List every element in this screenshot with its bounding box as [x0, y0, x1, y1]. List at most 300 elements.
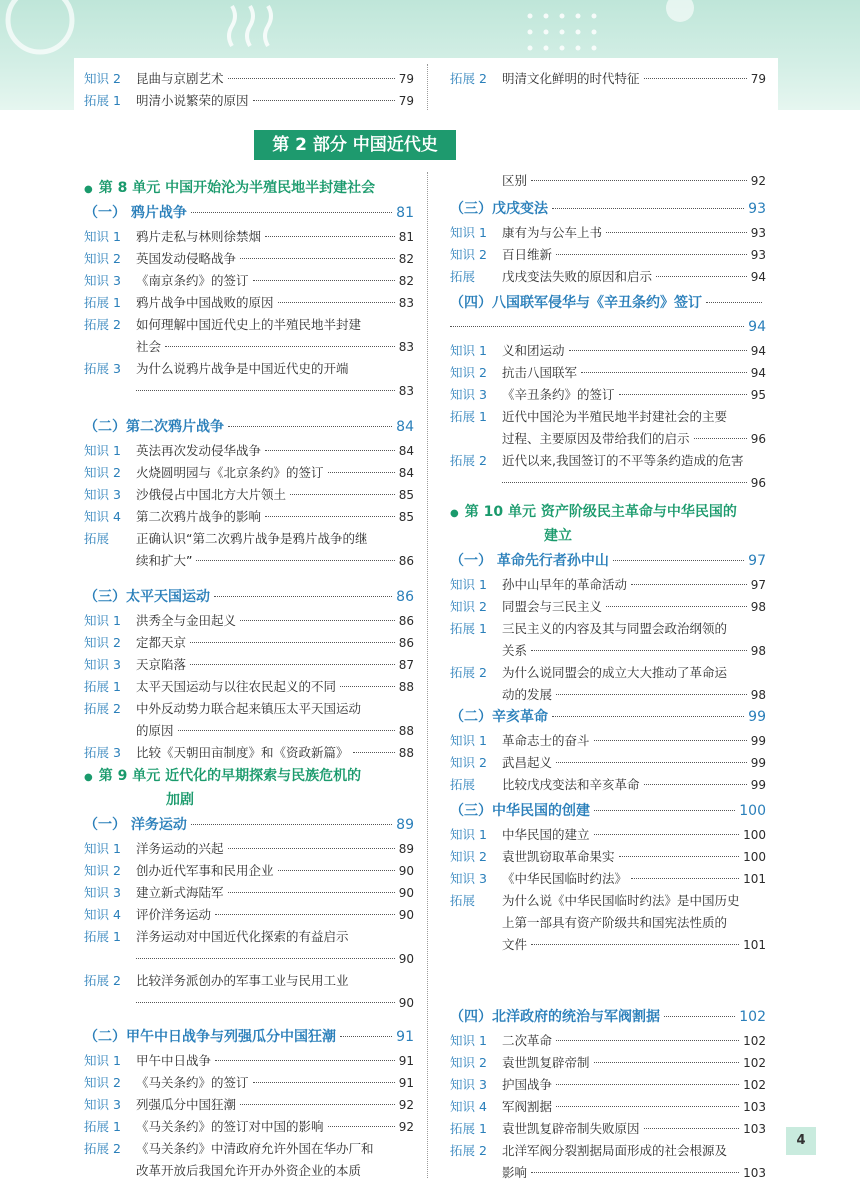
- row-text: 英国发动侵略战争: [136, 251, 237, 266]
- leader-dots: [136, 390, 395, 391]
- section-heading[interactable]: [450, 800, 766, 822]
- section-heading[interactable]: [450, 706, 766, 728]
- toc-row-cont[interactable]: [450, 934, 766, 956]
- row-tag: 知识 2: [84, 465, 121, 480]
- leader-dots: [265, 450, 395, 451]
- toc-row[interactable]: [450, 752, 766, 774]
- row-text: 为什么说同盟会的成立大大推动了革命运: [502, 665, 728, 680]
- toc-row[interactable]: [450, 868, 766, 890]
- leader-dots: [644, 78, 747, 79]
- row-page: 96: [750, 432, 766, 446]
- section-title: （一） 鸦片战争: [84, 205, 187, 221]
- toc-row-cont[interactable]: [84, 720, 414, 742]
- row-page: 102: [743, 1034, 766, 1048]
- section-heading[interactable]: [450, 550, 766, 572]
- toc-row[interactable]: [450, 222, 766, 244]
- row-page: 97: [750, 578, 766, 592]
- row-tag: 知识 3: [84, 657, 121, 672]
- row-text: 沙俄侵占中国北方大片领土: [136, 487, 287, 502]
- row-text: 抗击八国联军: [502, 365, 578, 380]
- toc-row[interactable]: [450, 774, 766, 796]
- row-page: 88: [398, 746, 414, 760]
- toc-row[interactable]: [450, 574, 766, 596]
- row-page: 102: [743, 1078, 766, 1092]
- row-page: 95: [750, 388, 766, 402]
- toc-row[interactable]: [84, 904, 414, 926]
- row-text: 护国战争: [502, 1077, 553, 1092]
- toc-row[interactable]: [84, 358, 414, 380]
- leader-dots: [556, 1040, 739, 1041]
- row-text: 革命志士的奋斗: [502, 733, 590, 748]
- row-text: 为什么说《中华民国临时约法》是中国历史: [502, 893, 740, 908]
- row-text: 武昌起义: [502, 755, 553, 770]
- unit-heading-cont: [84, 788, 414, 812]
- leader-dots: [556, 762, 747, 763]
- row-page: 85: [398, 488, 414, 502]
- leader-dots: [694, 438, 747, 439]
- row-text: 太平天国运动与以往农民起义的不同: [136, 679, 337, 694]
- row-page: 99: [750, 756, 766, 770]
- row-tag: 知识 2: [450, 247, 487, 262]
- row-tag: 拓展 3: [84, 745, 121, 760]
- section-page: 81: [396, 205, 414, 221]
- leader-dots: [278, 302, 395, 303]
- row-text: 改革开放后我国允许开办外资企业的本质: [136, 1163, 362, 1178]
- unit-bullet-icon: ●: [84, 184, 93, 195]
- toc-row[interactable]: [450, 618, 766, 640]
- toc-row[interactable]: [84, 882, 414, 904]
- toc-row[interactable]: [84, 226, 414, 248]
- toc-row[interactable]: [84, 654, 414, 676]
- row-text: 百日维新: [502, 247, 553, 262]
- row-tag: 拓展 1: [450, 409, 487, 424]
- leader-dots: [265, 236, 395, 237]
- row-tag: 知识 1: [450, 1033, 487, 1048]
- unit-bullet-icon: ●: [84, 772, 93, 783]
- row-page: 91: [398, 1076, 414, 1090]
- section-heading[interactable]: [450, 292, 766, 314]
- row-text: 袁世凯复辟帝制: [502, 1055, 590, 1070]
- leader-dots: [644, 1128, 740, 1129]
- row-tag: 知识 3: [450, 387, 487, 402]
- toc-row-cont[interactable]: [84, 336, 414, 358]
- row-page: 94: [750, 270, 766, 284]
- row-tag: 拓展 2: [84, 973, 121, 988]
- row-text: 康有为与公车上书: [502, 225, 603, 240]
- section-title: （四）北洋政府的统治与军阀割据: [450, 1009, 660, 1025]
- leader-dots: [240, 620, 395, 621]
- row-text: 明清小说繁荣的原因: [136, 93, 249, 108]
- toc-row[interactable]: [450, 68, 766, 90]
- row-tag: 知识 2: [84, 251, 121, 266]
- section-heading[interactable]: [84, 1026, 414, 1048]
- toc-row[interactable]: [450, 1030, 766, 1052]
- row-tag: 拓展 1: [84, 295, 121, 310]
- leader-dots: [253, 280, 395, 281]
- section-page: 93: [748, 201, 766, 217]
- row-text: 如何理解中国近代史上的半殖民地半封建: [136, 317, 362, 332]
- leader-dots: [606, 606, 747, 607]
- row-text: 创办近代军事和民用企业: [136, 863, 274, 878]
- row-tag: 拓展 2: [84, 1141, 121, 1156]
- unit-title-cont: 加剧: [166, 792, 194, 808]
- row-tag: 知识 1: [450, 733, 487, 748]
- section-title: （三）太平天国运动: [84, 589, 210, 605]
- section-page: 102: [739, 1009, 766, 1025]
- leader-dots: [196, 560, 394, 561]
- row-page: 88: [398, 680, 414, 694]
- row-tag: 拓展 3: [84, 361, 121, 376]
- leader-dots: [253, 1082, 395, 1083]
- top-right-col: [450, 68, 766, 92]
- toc-row[interactable]: [450, 1096, 766, 1118]
- leader-dots: [240, 258, 395, 259]
- row-text: 比较戊戌变法和辛亥革命: [502, 777, 640, 792]
- toc-row-cont[interactable]: [84, 948, 414, 970]
- leader-dots: [594, 1062, 740, 1063]
- row-text: 二次革命: [502, 1033, 553, 1048]
- row-page: 89: [398, 842, 414, 856]
- column-divider: [427, 172, 428, 1178]
- toc-row[interactable]: [84, 1072, 414, 1094]
- row-text: 洋务运动的兴起: [136, 841, 224, 856]
- row-text: 第二次鸦片战争的影响: [136, 509, 262, 524]
- toc-row[interactable]: [84, 506, 414, 528]
- row-text: 区别: [502, 173, 528, 188]
- toc-row[interactable]: [450, 244, 766, 266]
- row-page: 92: [750, 174, 766, 188]
- row-text: 《中华民国临时约法》: [502, 871, 628, 886]
- leader-dots: [228, 426, 392, 427]
- row-text: 孙中山早年的革命活动: [502, 577, 628, 592]
- toc-row[interactable]: [450, 890, 766, 912]
- unit-title-cont: 建立: [544, 528, 572, 544]
- left-column: [84, 176, 414, 1176]
- leader-dots: [240, 1104, 395, 1105]
- row-tag: 拓展: [450, 893, 476, 908]
- row-tag: 知识 4: [84, 509, 121, 524]
- leader-dots: [531, 650, 747, 651]
- row-text: 明清文化鲜明的时代特征: [502, 71, 640, 86]
- toc-row[interactable]: [84, 90, 414, 112]
- row-text: 火烧圆明园与《北京条约》的签订: [136, 465, 324, 480]
- toc-row[interactable]: [84, 610, 414, 632]
- leader-dots: [190, 664, 395, 665]
- unit-heading: [84, 176, 414, 200]
- row-tag: 拓展 2: [84, 317, 121, 332]
- section-title: （二）甲午中日战争与列强瓜分中国狂潮: [84, 1029, 336, 1045]
- row-text: 洋务运动对中国近代化探索的有益启示: [136, 929, 349, 944]
- row-text: 鸦片战争中国战败的原因: [136, 295, 274, 310]
- leader-dots: [552, 208, 744, 209]
- leader-dots: [191, 212, 392, 213]
- row-page: 79: [398, 94, 414, 108]
- row-page: 103: [743, 1100, 766, 1114]
- row-text: 影响: [502, 1165, 528, 1180]
- toc-row[interactable]: [84, 926, 414, 948]
- leader-dots: [165, 346, 395, 347]
- toc-row[interactable]: [84, 292, 414, 314]
- leader-dots: [664, 1016, 735, 1017]
- row-page: 79: [398, 72, 414, 86]
- leader-dots: [215, 1060, 395, 1061]
- leader-dots: [531, 180, 747, 181]
- row-tag: 拓展 1: [84, 93, 121, 108]
- row-text: 三民主义的内容及其与同盟会政治纲领的: [502, 621, 728, 636]
- row-tag: 知识 1: [450, 343, 487, 358]
- row-tag: 拓展 1: [450, 1121, 487, 1136]
- row-page: 79: [750, 72, 766, 86]
- toc-row[interactable]: [450, 406, 766, 428]
- section-page: 99: [748, 709, 766, 725]
- row-text: 为什么说鸦片战争是中国近代史的开端: [136, 361, 349, 376]
- leader-dots: [290, 494, 395, 495]
- toc-row[interactable]: [450, 450, 766, 472]
- leader-dots: [215, 914, 395, 915]
- row-tag: 知识 1: [84, 841, 121, 856]
- toc-row[interactable]: [84, 1138, 414, 1160]
- toc-row[interactable]: [450, 266, 766, 288]
- row-page: 83: [398, 296, 414, 310]
- row-page: 90: [398, 864, 414, 878]
- toc-row[interactable]: [84, 528, 414, 550]
- row-text: 同盟会与三民主义: [502, 599, 603, 614]
- row-text: 近代中国沦为半殖民地半封建社会的主要: [502, 409, 728, 424]
- toc-row-cont[interactable]: [84, 380, 414, 402]
- row-tag: 拓展: [450, 269, 476, 284]
- row-page: 83: [398, 384, 414, 398]
- section-page: 100: [739, 803, 766, 819]
- toc-row-cont[interactable]: [450, 1162, 766, 1184]
- toc-row[interactable]: [84, 1116, 414, 1138]
- leader-dots: [556, 254, 747, 255]
- toc-row[interactable]: [84, 698, 414, 720]
- leader-dots: [594, 810, 735, 811]
- toc-row[interactable]: [84, 484, 414, 506]
- toc-row-cont[interactable]: [84, 1160, 414, 1182]
- row-tag: 知识 3: [450, 1077, 487, 1092]
- row-tag: 知识 2: [450, 599, 487, 614]
- row-tag: 知识 1: [450, 577, 487, 592]
- unit-heading: [84, 764, 414, 788]
- row-page: 96: [750, 476, 766, 490]
- toc-row[interactable]: [450, 340, 766, 362]
- toc-row[interactable]: [84, 1050, 414, 1072]
- row-tag: 知识 3: [450, 871, 487, 886]
- row-tag: 拓展 2: [450, 665, 487, 680]
- row-page: 86: [398, 614, 414, 628]
- row-tag: 拓展 2: [450, 71, 487, 86]
- section-heading[interactable]: [84, 586, 414, 608]
- row-page: 99: [750, 778, 766, 792]
- row-page: 84: [398, 444, 414, 458]
- row-tag: 拓展 1: [84, 929, 121, 944]
- toc-row[interactable]: [84, 314, 414, 336]
- row-page: 101: [743, 938, 766, 952]
- toc-row[interactable]: [84, 970, 414, 992]
- row-page: 81: [398, 230, 414, 244]
- leader-dots: [328, 1126, 395, 1127]
- leader-dots: [569, 350, 747, 351]
- row-page: 85: [398, 510, 414, 524]
- row-tag: 知识 4: [450, 1099, 487, 1114]
- right-column: [450, 170, 766, 1180]
- toc-sheet: [74, 58, 778, 1186]
- row-page: 83: [398, 340, 414, 354]
- toc-row[interactable]: [84, 676, 414, 698]
- row-page: 90: [398, 996, 414, 1010]
- toc-row[interactable]: [84, 1094, 414, 1116]
- toc-row[interactable]: [84, 632, 414, 654]
- toc-row-cont[interactable]: [450, 912, 766, 934]
- column-divider-top: [427, 64, 428, 110]
- page-number: 4: [786, 1127, 816, 1155]
- toc-row[interactable]: [450, 596, 766, 618]
- row-text: 近代以来,我国签订的不平等条约造成的危害: [502, 453, 744, 468]
- row-text: 比较洋务派创办的军事工业与民用工业: [136, 973, 349, 988]
- row-text: 洪秀全与金田起义: [136, 613, 237, 628]
- toc-row-cont[interactable]: [84, 550, 414, 572]
- toc-row[interactable]: [84, 440, 414, 462]
- leader-dots: [619, 394, 747, 395]
- row-tag: 拓展: [450, 777, 476, 792]
- row-tag: 拓展 1: [450, 621, 487, 636]
- row-tag: 知识 1: [450, 827, 487, 842]
- row-text: 续和扩大”: [136, 553, 193, 568]
- toc-row-cont[interactable]: [450, 428, 766, 450]
- section-heading[interactable]: [450, 198, 766, 220]
- toc-row[interactable]: [450, 1074, 766, 1096]
- toc-row[interactable]: [450, 362, 766, 384]
- row-text: 社会: [136, 339, 162, 354]
- leader-dots: [190, 642, 395, 643]
- row-page: 90: [398, 908, 414, 922]
- toc-row-cont[interactable]: [450, 640, 766, 662]
- row-page: 98: [750, 688, 766, 702]
- row-tag: 知识 2: [84, 863, 121, 878]
- row-page: 98: [750, 600, 766, 614]
- section-title: （四）八国联军侵华与《辛丑条约》签订: [450, 295, 702, 311]
- leader-dots: [214, 596, 392, 597]
- section-title: （一） 革命先行者孙中山: [450, 553, 609, 569]
- row-page: 91: [398, 1054, 414, 1068]
- section-page: 91: [396, 1029, 414, 1045]
- leader-dots: [552, 716, 744, 717]
- section-heading[interactable]: [84, 814, 414, 836]
- row-page: 102: [743, 1056, 766, 1070]
- row-text: 《马关条约》中清政府允许外国在华办厂和: [136, 1141, 374, 1156]
- row-text: 《马关条约》的签订: [136, 1075, 249, 1090]
- row-page: 82: [398, 252, 414, 266]
- row-text: 中外反动势力联合起来镇压太平天国运动: [136, 701, 362, 716]
- toc-row[interactable]: [84, 838, 414, 860]
- section-heading[interactable]: [84, 202, 414, 224]
- section-page: 84: [396, 419, 414, 435]
- leader-dots: [265, 516, 395, 517]
- leader-dots: [191, 824, 392, 825]
- toc-row[interactable]: [450, 384, 766, 406]
- row-tag: 拓展 2: [84, 701, 121, 716]
- row-page: 93: [750, 248, 766, 262]
- row-tag: 知识 2: [450, 365, 487, 380]
- row-text: 建立新式海陆军: [136, 885, 224, 900]
- row-tag: 知识 2: [84, 635, 121, 650]
- toc-row[interactable]: [450, 824, 766, 846]
- toc-row[interactable]: [450, 662, 766, 684]
- row-tag: 知识 1: [84, 613, 121, 628]
- row-tag: 知识 2: [84, 1075, 121, 1090]
- toc-row[interactable]: [450, 730, 766, 752]
- row-page: 100: [743, 828, 766, 842]
- toc-row[interactable]: [450, 1140, 766, 1162]
- section-title: （三）中华民国的创建: [450, 803, 590, 819]
- toc-row[interactable]: [84, 270, 414, 292]
- row-text: 甲午中日战争: [136, 1053, 212, 1068]
- row-page: 87: [398, 658, 414, 672]
- row-page: 90: [398, 886, 414, 900]
- toc-row-cont[interactable]: [84, 992, 414, 1014]
- section-page: 94: [748, 319, 766, 335]
- leader-dots: [556, 1106, 739, 1107]
- section-page: 89: [396, 817, 414, 833]
- toc-row[interactable]: [84, 742, 414, 764]
- toc-row-cont[interactable]: [450, 684, 766, 706]
- leader-dots: [556, 694, 747, 695]
- toc-row[interactable]: [84, 462, 414, 484]
- unit-heading-cont: [450, 524, 766, 548]
- toc-row[interactable]: [450, 1118, 766, 1140]
- unit-title: 第 9 单元 近代化的早期探索与民族危机的: [98, 768, 362, 784]
- section-heading[interactable]: [450, 1006, 766, 1028]
- toc-row[interactable]: [84, 860, 414, 882]
- row-page: 94: [750, 366, 766, 380]
- leader-dots: [581, 372, 747, 373]
- row-text: 《辛丑条约》的签订: [502, 387, 615, 402]
- row-tag: 知识 4: [84, 907, 121, 922]
- unit-title: 第 10 单元 资产阶级民主革命与中华民国的: [464, 504, 737, 520]
- leader-dots: [178, 730, 395, 731]
- row-tag: 知识 1: [84, 443, 121, 458]
- section-heading-cont[interactable]: [450, 316, 766, 338]
- row-tag: 拓展 1: [84, 679, 121, 694]
- toc-row[interactable]: [84, 248, 414, 270]
- toc-row[interactable]: [450, 846, 766, 868]
- toc-row[interactable]: [84, 68, 414, 90]
- toc-row-cont[interactable]: [450, 170, 766, 192]
- leader-dots: [328, 472, 395, 473]
- section-heading[interactable]: [84, 416, 414, 438]
- row-tag: 知识 3: [84, 885, 121, 900]
- leader-dots: [253, 100, 395, 101]
- section-title: （二）辛亥革命: [450, 709, 548, 725]
- toc-row-cont[interactable]: [450, 472, 766, 494]
- leader-dots: [631, 584, 747, 585]
- row-tag: 知识 1: [84, 1053, 121, 1068]
- leader-dots: [631, 878, 739, 879]
- row-page: 90: [398, 952, 414, 966]
- row-text: 文件: [502, 937, 528, 952]
- row-tag: 知识 3: [84, 273, 121, 288]
- toc-row[interactable]: [450, 1052, 766, 1074]
- leader-dots: [228, 892, 395, 893]
- row-text: 定都天京: [136, 635, 187, 650]
- section-title: （二）第二次鸦片战争: [84, 419, 224, 435]
- row-text: 天京陷落: [136, 657, 187, 672]
- leader-dots: [556, 1084, 739, 1085]
- row-tag: 知识 2: [450, 755, 487, 770]
- row-text: 列强瓜分中国狂潮: [136, 1097, 237, 1112]
- row-text: 中华民国的建立: [502, 827, 590, 842]
